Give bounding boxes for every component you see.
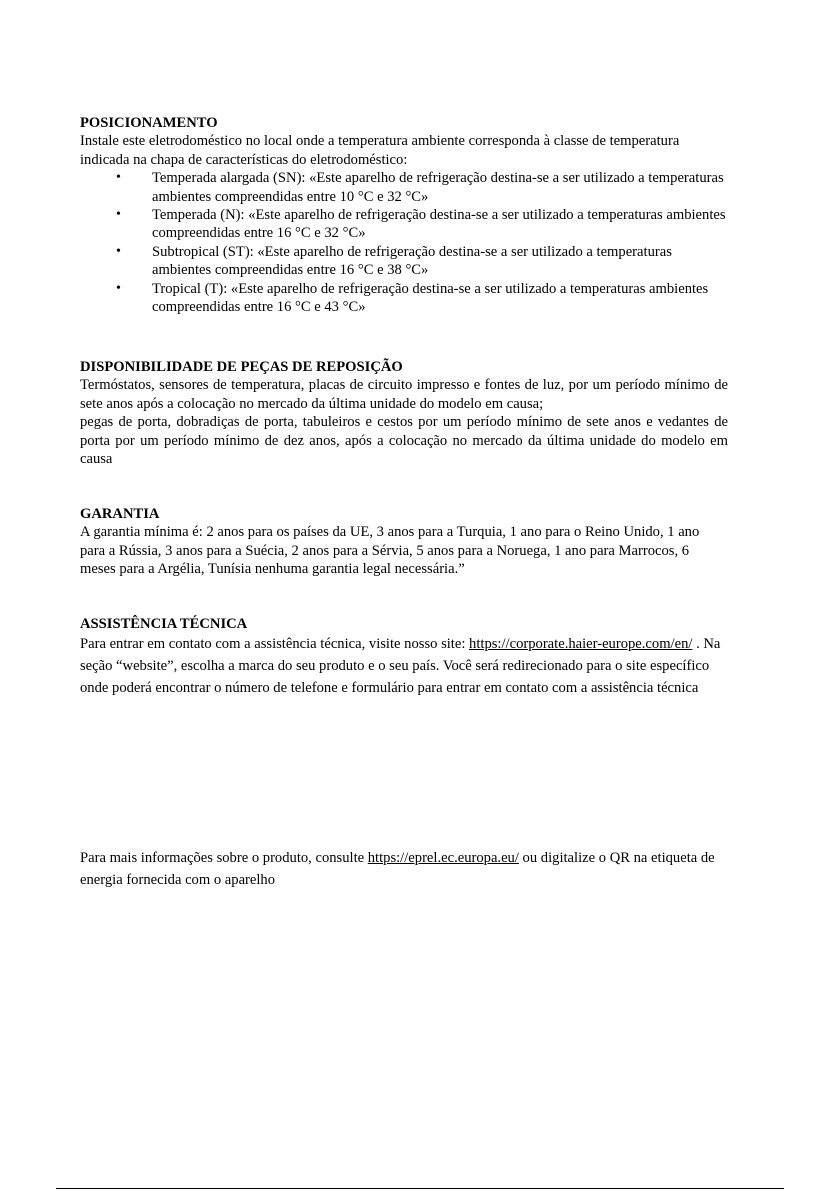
temperature-class-item: [80, 206, 728, 243]
spare-parts-paragraph-2: pegas de porta, dobradiças de porta, tabuleiros e cestos por um período mínimo de sete anos e vedantes de porta por um período mínimo de dez anos, após a colocação no mercado da última unidade do modelo em causa: [80, 414, 728, 468]
more-info-section: [80, 847, 728, 891]
temperature-class-list: [80, 169, 728, 316]
temperature-class-item: [80, 169, 728, 206]
temperature-class-item: [80, 243, 728, 280]
haier-support-link[interactable]: https://corporate.haier-europe.com/en/: [469, 636, 693, 653]
technical-support-heading: ASSISTÊNCIA TÉCNICA: [80, 616, 248, 632]
bullet-icon: •: [116, 207, 121, 223]
spare-parts-paragraph-1: Termóstatos, sensores de temperatura, placas de circuito impresso e fontes de luz, por um período mínimo de sete anos após a colocação no mercado da última unidade do modelo em causa;: [80, 377, 728, 412]
eprel-link[interactable]: https://eprel.ec.europa.eu/: [367, 850, 519, 866]
more-info-text-before-link: Para mais informações sobre o produto, consulte: [80, 850, 368, 866]
temperature-class-text: Tropical (T): «Este aparelho de refrigeração destina-se a ser utilizado a temperaturas ambientes compreendidas entre 16 °C e 43 °C»: [152, 280, 709, 316]
footer-divider: [56, 1188, 784, 1189]
positioning-section: [80, 114, 728, 316]
temperature-class-text: Temperada alargada (SN): «Este aparelho de refrigeração destina-se a ser utilizado a temperaturas ambientes compreendidas entre 10 °C e 32 °C»: [152, 170, 724, 205]
positioning-heading: POSICIONAMENTO: [80, 115, 218, 131]
warranty-heading: GARANTIA: [80, 506, 160, 522]
support-text-after-link: . Na seção “website”, escolha a marca do seu produto e o seu país. Você será redirecionado para o site específico onde poderá encontrar o número de telefone e formulário para entrar em contato com a assistência técnica: [80, 636, 721, 697]
bullet-icon: •: [116, 243, 121, 259]
temperature-class-text: Subtropical (ST): «Este aparelho de refrigeração destina-se a ser utilizado a temperaturas ambientes compreendidas entre 16 °C e 38 °C»: [152, 243, 672, 279]
technical-support-section: [80, 615, 728, 699]
temperature-class-text: Temperada (N): «Este aparelho de refrigeração destina-se a ser utilizado a temperaturas ambientes compreendidas entre 16 °C e 32 °C»: [152, 207, 726, 242]
more-info-text-after-link: ou digitalize o QR na etiqueta de energia fornecida com o aparelho: [80, 850, 715, 888]
warranty-section: [80, 505, 728, 579]
positioning-intro: Instale este eletrodoméstico no local onde a temperatura ambiente corresponda à classe de temperatura indicada na chapa de características do eletrodoméstico:: [80, 133, 680, 168]
spare-parts-heading: DISPONIBILIDADE DE PEÇAS DE REPOSIÇÃO: [80, 359, 403, 375]
bullet-icon: •: [116, 280, 121, 296]
support-text-before-link: Para entrar em contato com a assistência técnica, visite nosso site:: [80, 636, 470, 653]
spare-parts-section: [80, 358, 728, 468]
bullet-icon: •: [116, 170, 121, 186]
warranty-text: A garantia mínima é: 2 anos para os países da UE, 3 anos para a Turquia, 1 ano para o Reino Unido, 1 ano para a Rússia, 3 anos para a Suécia, 2 anos para a Sérvia, 5 anos para a Noruega, 1 ano para Marrocos, 6 meses para a Argélia, Tunísia nenhuma garantia legal necessária.”: [80, 524, 700, 578]
temperature-class-item: [80, 280, 728, 317]
more-info-text: [80, 847, 728, 891]
technical-support-text: [80, 633, 728, 699]
